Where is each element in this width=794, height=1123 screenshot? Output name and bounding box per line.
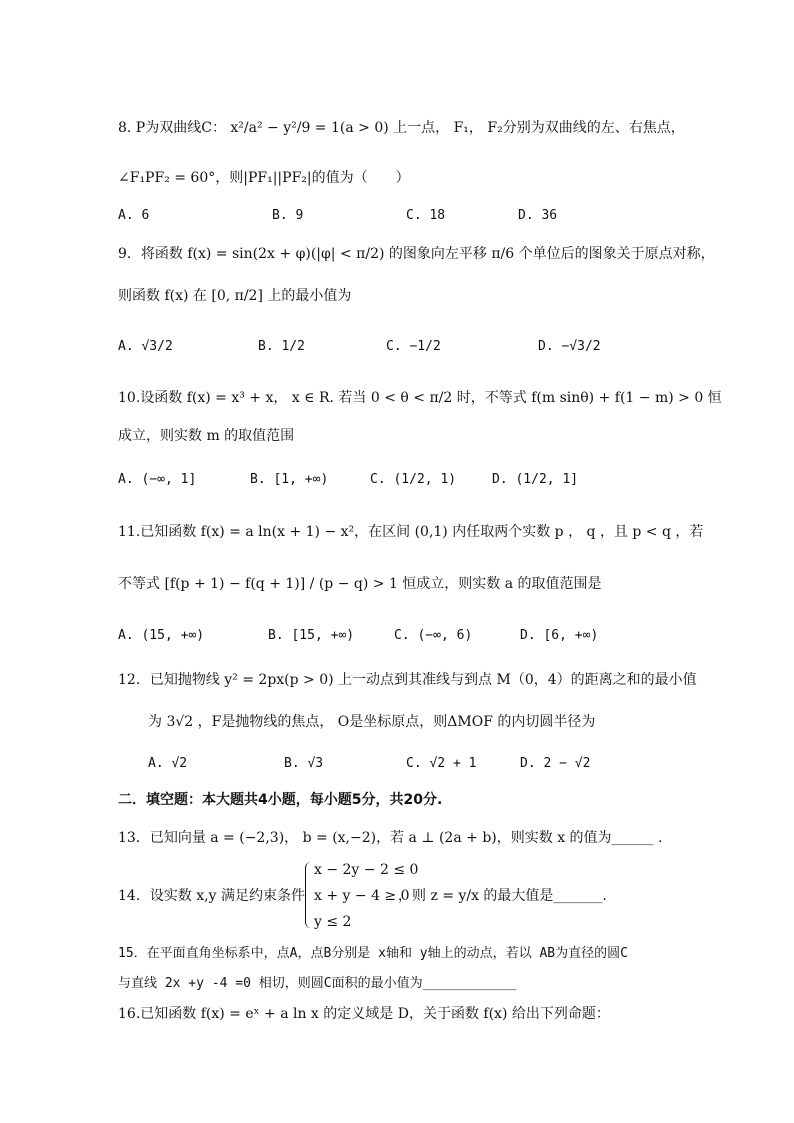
- q12-option-b: B. √3: [284, 756, 324, 771]
- q10-option-b: B. [1, +∞): [250, 472, 329, 487]
- q8-option-a: A. 6: [118, 208, 150, 223]
- q14-brace: [305, 862, 312, 928]
- q14-constraint-1: x − 2y − 2 ≤ 0: [314, 862, 419, 878]
- q9-option-a: A. √3/2: [118, 339, 173, 354]
- q11-option-d: D. [6, +∞): [520, 628, 599, 643]
- q12-option-a: A. √2: [148, 756, 188, 771]
- q15-line1: 15．在平面直角坐标系中，点A，点B分别是 x轴和 y轴上的动点，若以 AB为直径的圆C: [118, 946, 628, 961]
- section-fill-in-heading: 二．填空题：本大题共4小题，每小题5分，共20分.: [118, 792, 443, 808]
- q11-line1: 11.已知函数 f(x) = a ln(x + 1) − x²，在区间 (0,1) 内任取两个实数 p ， q ，且 p < q ，若: [118, 524, 704, 540]
- q11-option-a: A. (15, +∞): [118, 628, 205, 643]
- q16-line: 16.已知函数 f(x) = eˣ + a ln x 的定义域是 D，关于函数 f(x) 给出下列命题：: [118, 1006, 610, 1022]
- q8-option-c: C. 18: [406, 208, 446, 223]
- q10-option-d: D. (1/2, 1]: [492, 472, 579, 487]
- q8-line2: ∠F₁PF₂ = 60°，则|PF₁||PF₂|的值为（ ）: [118, 170, 410, 186]
- q15-line2: 与直线 2x +y -4 =0 相切，则圆C面积的最小值为____________: [118, 976, 517, 991]
- q10-option-a: A. (−∞, 1]: [118, 472, 197, 487]
- q13-line: 13．已知向量 a = (−2,3)， b = (x,−2)，若 a ⊥ (2a + b)，则实数 x 的值为______ .: [118, 830, 663, 846]
- q12-line1: 12．已知抛物线 y² = 2px(p > 0) 上一动点到其准线与到点 M（0，4）的距离之和的最小值: [118, 672, 697, 688]
- q10-option-c: C. (1/2, 1): [370, 472, 457, 487]
- q9-line1: 9．将函数 f(x) = sin(2x + φ)(|φ| < π/2) 的图象向左平移 π/6 个单位后的图象关于原点对称，: [118, 246, 715, 262]
- q9-option-c: C. −1/2: [386, 339, 441, 354]
- q11-option-c: C. (−∞, 6): [394, 628, 473, 643]
- q10-line2: 成立，则实数 m 的取值范围: [118, 428, 295, 444]
- q8-line1: 8. P为双曲线C： x²/a² − y²/9 = 1(a > 0) 上一点， F₁， F₂分别为双曲线的左、右焦点，: [118, 120, 685, 136]
- q12-line2: 为 3√2 ，F是抛物线的焦点， O是坐标原点，则ΔMOF 的内切圆半径为: [148, 714, 596, 730]
- q8-option-d: D. 36: [518, 208, 558, 223]
- q14-tail: ，则 z = y/x 的最大值是_______.: [398, 888, 607, 904]
- q14-constraint-2: x + y − 4 ≥ 0: [314, 888, 410, 904]
- q9-option-d: D. −√3/2: [538, 339, 601, 354]
- q11-option-b: B. [15, +∞): [268, 628, 355, 643]
- q10-line1: 10.设函数 f(x) = x³ + x， x ∈ R. 若当 0 < θ < π/2 时，不等式 f(m sinθ) + f(1 − m) > 0 恒: [118, 390, 722, 406]
- q12-option-d: D. 2 − √2: [520, 756, 591, 771]
- q14-constraint-3: y ≤ 2: [314, 914, 352, 930]
- q9-option-b: B. 1/2: [258, 339, 305, 354]
- q8-option-b: B. 9: [272, 208, 304, 223]
- q14-lead: 14．设实数 x,y 满足约束条件: [118, 888, 305, 904]
- q9-line2: 则函数 f(x) 在 [0, π/2] 上的最小值为: [118, 288, 352, 304]
- q12-option-c: C. √2 + 1: [406, 756, 477, 771]
- q11-line2: 不等式 [f(p + 1) − f(q + 1)] / (p − q) > 1 恒成立，则实数 a 的取值范围是: [118, 576, 602, 592]
